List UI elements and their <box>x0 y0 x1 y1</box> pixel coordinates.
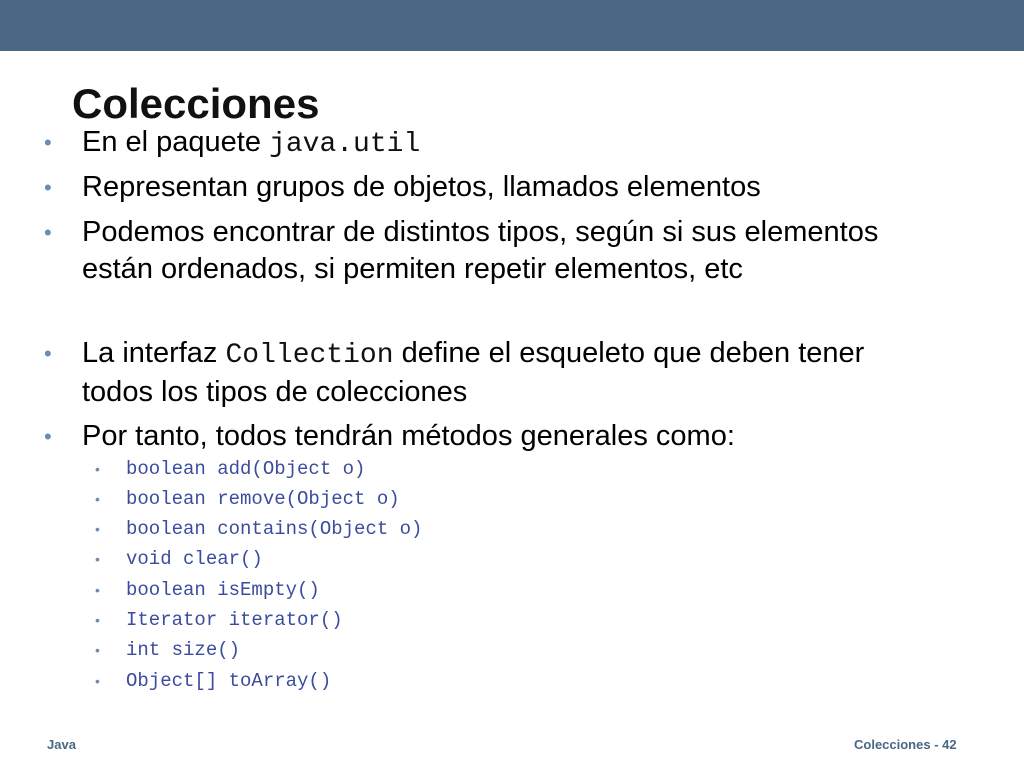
bullet-text: Por tanto, todos tendrán métodos generales como: <box>82 420 735 452</box>
sub-bullet-dot-icon: • <box>95 582 100 598</box>
sub-bullet-dot-icon: • <box>95 642 100 658</box>
bullet-text: Podemos encontrar de distintos tipos, según si sus elementos están ordenados, si permiten repetir elementos, etc <box>82 216 879 285</box>
method-item <box>95 669 332 693</box>
method-item <box>95 578 320 602</box>
code-snippet: Collection <box>225 340 394 371</box>
code-snippet: java.util <box>269 129 421 160</box>
bullet-item <box>44 124 942 163</box>
method-signature: void clear() <box>126 548 263 570</box>
sub-bullet-dot-icon: • <box>95 673 100 689</box>
method-signature: Iterator iterator() <box>126 609 343 631</box>
footer-slide-number: Colecciones - 42 <box>854 737 957 752</box>
slide-title: Colecciones <box>72 80 320 127</box>
sub-bullet-dot-icon: • <box>95 612 100 628</box>
sub-bullet-dot-icon: • <box>95 551 100 567</box>
method-signature: Object[] toArray() <box>126 670 332 692</box>
bullet-item <box>44 335 942 411</box>
bullet-dot-icon: • <box>44 424 52 449</box>
method-signature: boolean remove(Object o) <box>126 488 400 510</box>
sub-bullet-dot-icon: • <box>95 521 100 537</box>
bullet-dot-icon: • <box>44 130 52 155</box>
top-banner <box>0 0 1024 51</box>
method-signature: boolean add(Object o) <box>126 458 366 480</box>
method-item <box>95 547 263 571</box>
bullet-text: En el paquete <box>82 126 270 158</box>
method-item <box>95 517 423 541</box>
bullet-text: Representan grupos de objetos, llamados elementos <box>82 171 761 203</box>
method-signature: boolean isEmpty() <box>126 579 320 601</box>
method-signature: int size() <box>126 639 241 661</box>
bullet-item <box>44 418 942 455</box>
sub-bullet-dot-icon: • <box>95 461 100 477</box>
footer-course-label: Java <box>47 737 76 752</box>
method-item <box>95 608 343 632</box>
sub-bullet-dot-icon: • <box>95 491 100 507</box>
bullet-item <box>44 214 942 288</box>
bullet-item <box>44 169 942 206</box>
bullet-dot-icon: • <box>44 175 52 200</box>
method-item <box>95 638 241 662</box>
bullet-text: La interfaz <box>82 337 226 369</box>
method-item <box>95 487 400 511</box>
bullet-text: define el esqueleto que deben tener todos los tipos de colecciones <box>82 337 865 408</box>
method-signature: boolean contains(Object o) <box>126 518 423 540</box>
bullet-dot-icon: • <box>44 220 52 245</box>
bullet-dot-icon: • <box>44 341 52 366</box>
method-item <box>95 457 366 481</box>
